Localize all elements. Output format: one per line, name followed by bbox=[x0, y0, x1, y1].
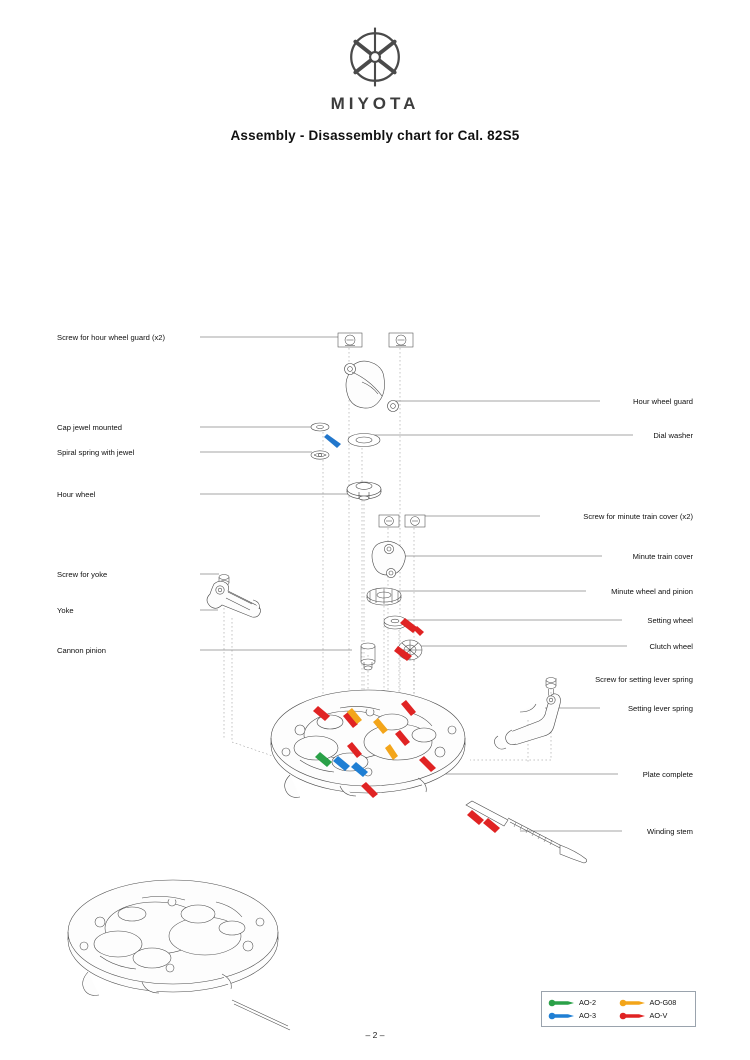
legend-item-ao-3 bbox=[548, 1011, 619, 1020]
callout-clutch-wheel: Clutch wheel bbox=[649, 642, 693, 651]
callout-hour-wheel-guard: Hour wheel guard bbox=[633, 397, 693, 406]
callout-cannon-pinion: Cannon pinion bbox=[57, 646, 106, 655]
callout-minute-wheel-and-pinion: Minute wheel and pinion bbox=[611, 587, 693, 596]
callout-screw-for-yoke: Screw for yoke bbox=[57, 570, 108, 579]
page-number: – 2 – bbox=[365, 1030, 385, 1040]
legend-arrow-icon bbox=[548, 1012, 574, 1020]
callout-plate-complete: Plate complete bbox=[642, 770, 693, 779]
legend-row bbox=[548, 1009, 689, 1022]
callout-minute-train-cover: Minute train cover bbox=[632, 552, 693, 561]
callout-cap-jewel-mounted: Cap jewel mounted bbox=[57, 423, 123, 432]
callout-yoke: Yoke bbox=[57, 606, 74, 615]
legend-label-ao-3: AO-3 bbox=[579, 1011, 597, 1020]
legend-label-ao-2: AO-2 bbox=[579, 998, 597, 1007]
callout-setting-lever-spring: Setting lever spring bbox=[627, 704, 693, 713]
legend-item-ao-g08 bbox=[619, 998, 690, 1007]
callout-screw-hour-wheel-guard: Screw for hour wheel guard (x2) bbox=[57, 333, 166, 342]
legend-item-ao-v bbox=[619, 1011, 690, 1020]
legend-arrow-icon bbox=[548, 999, 574, 1007]
callout-setting-wheel: Setting wheel bbox=[647, 616, 693, 625]
callout-winding-stem: Winding stem bbox=[646, 827, 693, 836]
brand-wordmark: MIYOTA bbox=[330, 94, 420, 113]
legend-row bbox=[548, 996, 689, 1009]
page-title: Assembly - Disassembly chart for Cal. 82S5 bbox=[230, 128, 520, 143]
legend-arrow-icon bbox=[619, 1012, 645, 1020]
legend-arrow-icon bbox=[619, 999, 645, 1007]
legend-label-ao-g08: AO-G08 bbox=[649, 998, 677, 1007]
callout-screw-minute-train-cover: Screw for minute train cover (x2) bbox=[583, 512, 693, 521]
legend-item-ao-2 bbox=[548, 998, 619, 1007]
callout-dial-washer: Dial washer bbox=[653, 431, 693, 440]
legend-label-ao-v: AO-V bbox=[649, 1011, 668, 1020]
callout-screw-setting-lever-spring: Screw for setting lever spring bbox=[595, 675, 693, 684]
callout-spiral-spring-with-jewel: Spiral spring with jewel bbox=[57, 448, 135, 457]
lubricant-legend bbox=[541, 991, 696, 1027]
callout-hour-wheel: Hour wheel bbox=[57, 490, 96, 499]
